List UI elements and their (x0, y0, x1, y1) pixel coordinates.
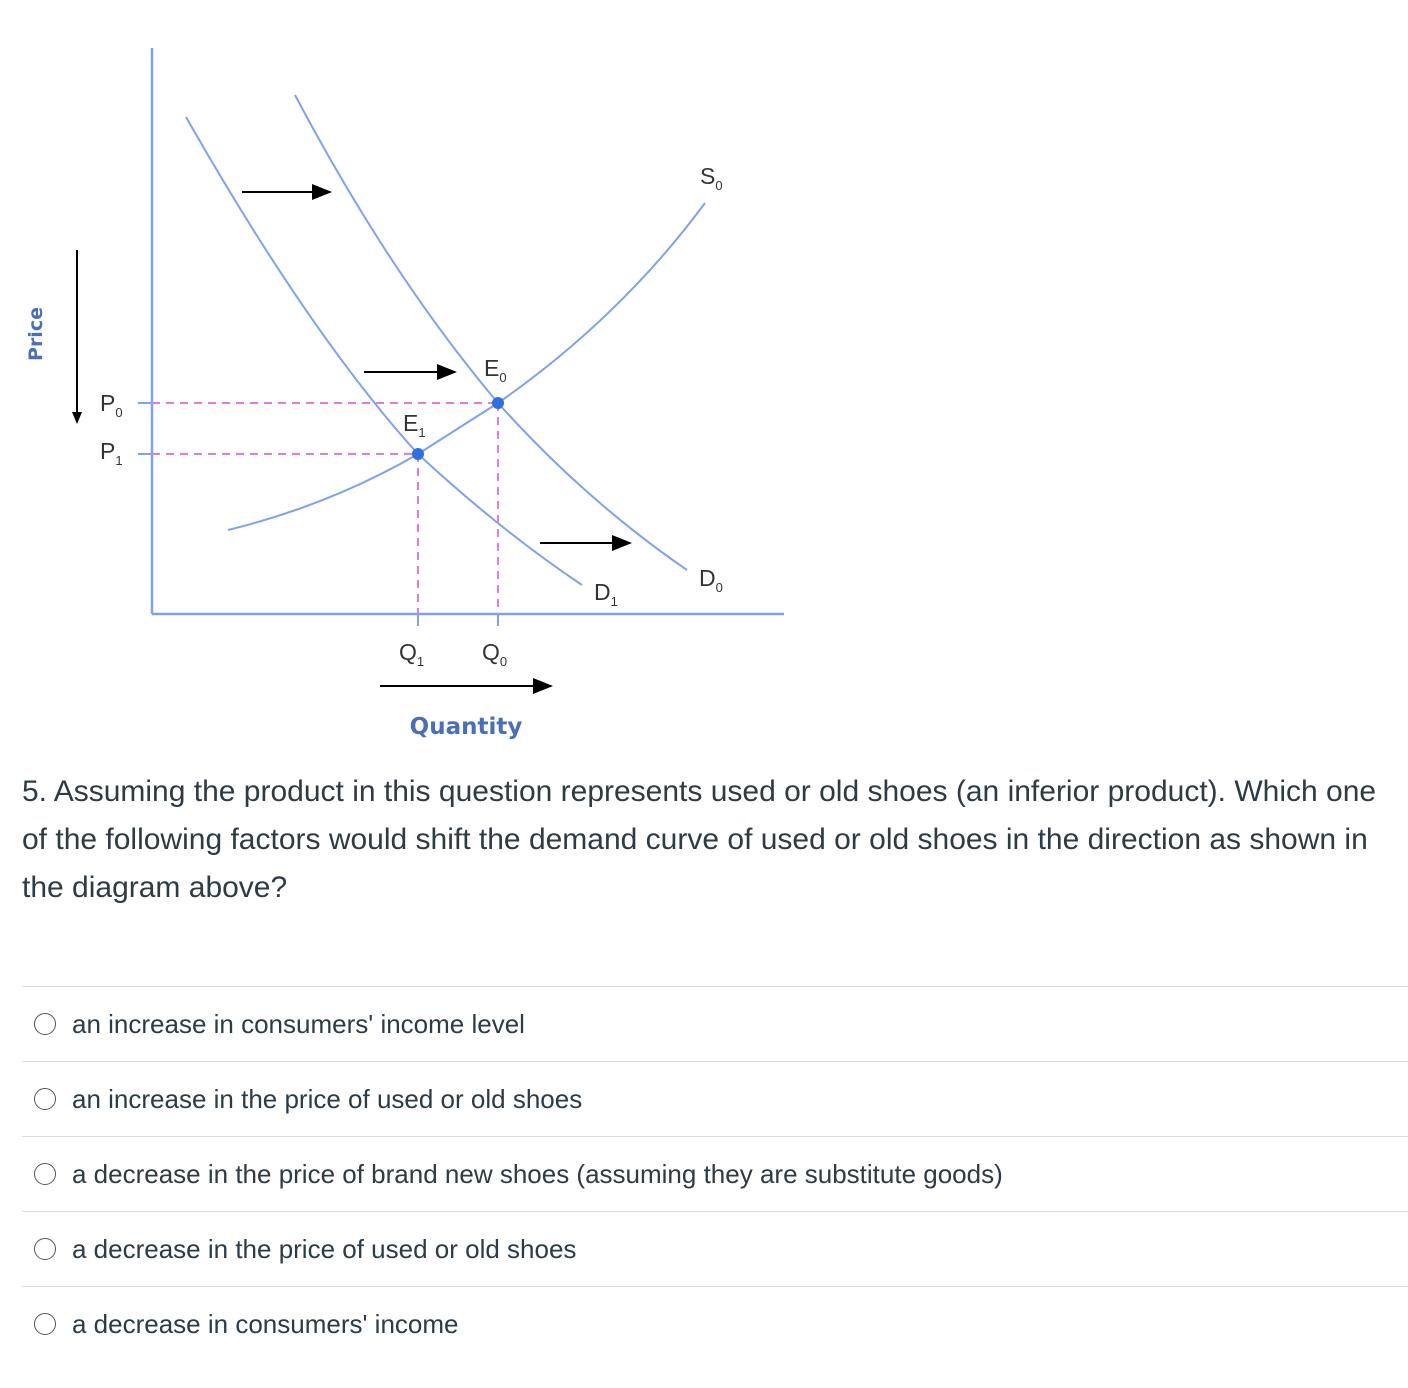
answer-label: an increase in the price of used or old shoes (72, 1083, 583, 1114)
answer-option[interactable] (22, 1211, 1408, 1286)
supply-demand-diagram (0, 0, 800, 760)
supply-curve-s0 (228, 203, 705, 530)
question-text: 5. Assuming the product in this question represents used or old shoes (an inferior product). Which one of the following factors would shift the demand curve of used or old shoes in the direction as shown in the diagram above? (22, 775, 1377, 904)
label-p0: $P_0$ (100, 390, 123, 420)
radio-button[interactable] (34, 1163, 56, 1185)
demand-curve-d0 (295, 95, 687, 570)
answer-label: a decrease in the price of brand new shoes (assuming they are substitute goods) (72, 1158, 1003, 1189)
price-axis-label: Price (25, 307, 47, 361)
demand-curve-d1 (186, 117, 582, 585)
radio-button[interactable] (34, 1238, 56, 1260)
label-q0: $Q_0$ (482, 639, 508, 669)
equilibrium-point-e1 (412, 448, 424, 460)
answer-option[interactable] (22, 1136, 1408, 1211)
radio-button[interactable] (34, 1013, 56, 1035)
label-s0: $S_0$ (700, 163, 723, 193)
label-d1: $D_1$ (594, 579, 618, 609)
radio-button[interactable] (34, 1088, 56, 1110)
radio-button[interactable] (34, 1313, 56, 1335)
quantity-axis-label: Quantity (409, 714, 523, 740)
price-decrease-arrowhead (72, 412, 82, 424)
label-q1: $Q_1$ (399, 639, 425, 669)
answer-option[interactable] (22, 1286, 1408, 1361)
label-e1: $E_1$ (403, 410, 426, 440)
answer-label: a decrease in consumers' income (72, 1308, 459, 1339)
answer-options (22, 986, 1408, 1361)
label-e0: $E_0$ (484, 355, 507, 385)
label-d0: $D_0$ (699, 565, 723, 595)
equilibrium-point-e0 (492, 397, 504, 409)
label-p1: $P_1$ (100, 438, 123, 468)
answer-label: a decrease in the price of used or old shoes (72, 1233, 577, 1264)
answer-label: an increase in consumers' income level (72, 1008, 525, 1039)
answer-option[interactable] (22, 1061, 1408, 1136)
answer-option[interactable] (22, 986, 1408, 1061)
